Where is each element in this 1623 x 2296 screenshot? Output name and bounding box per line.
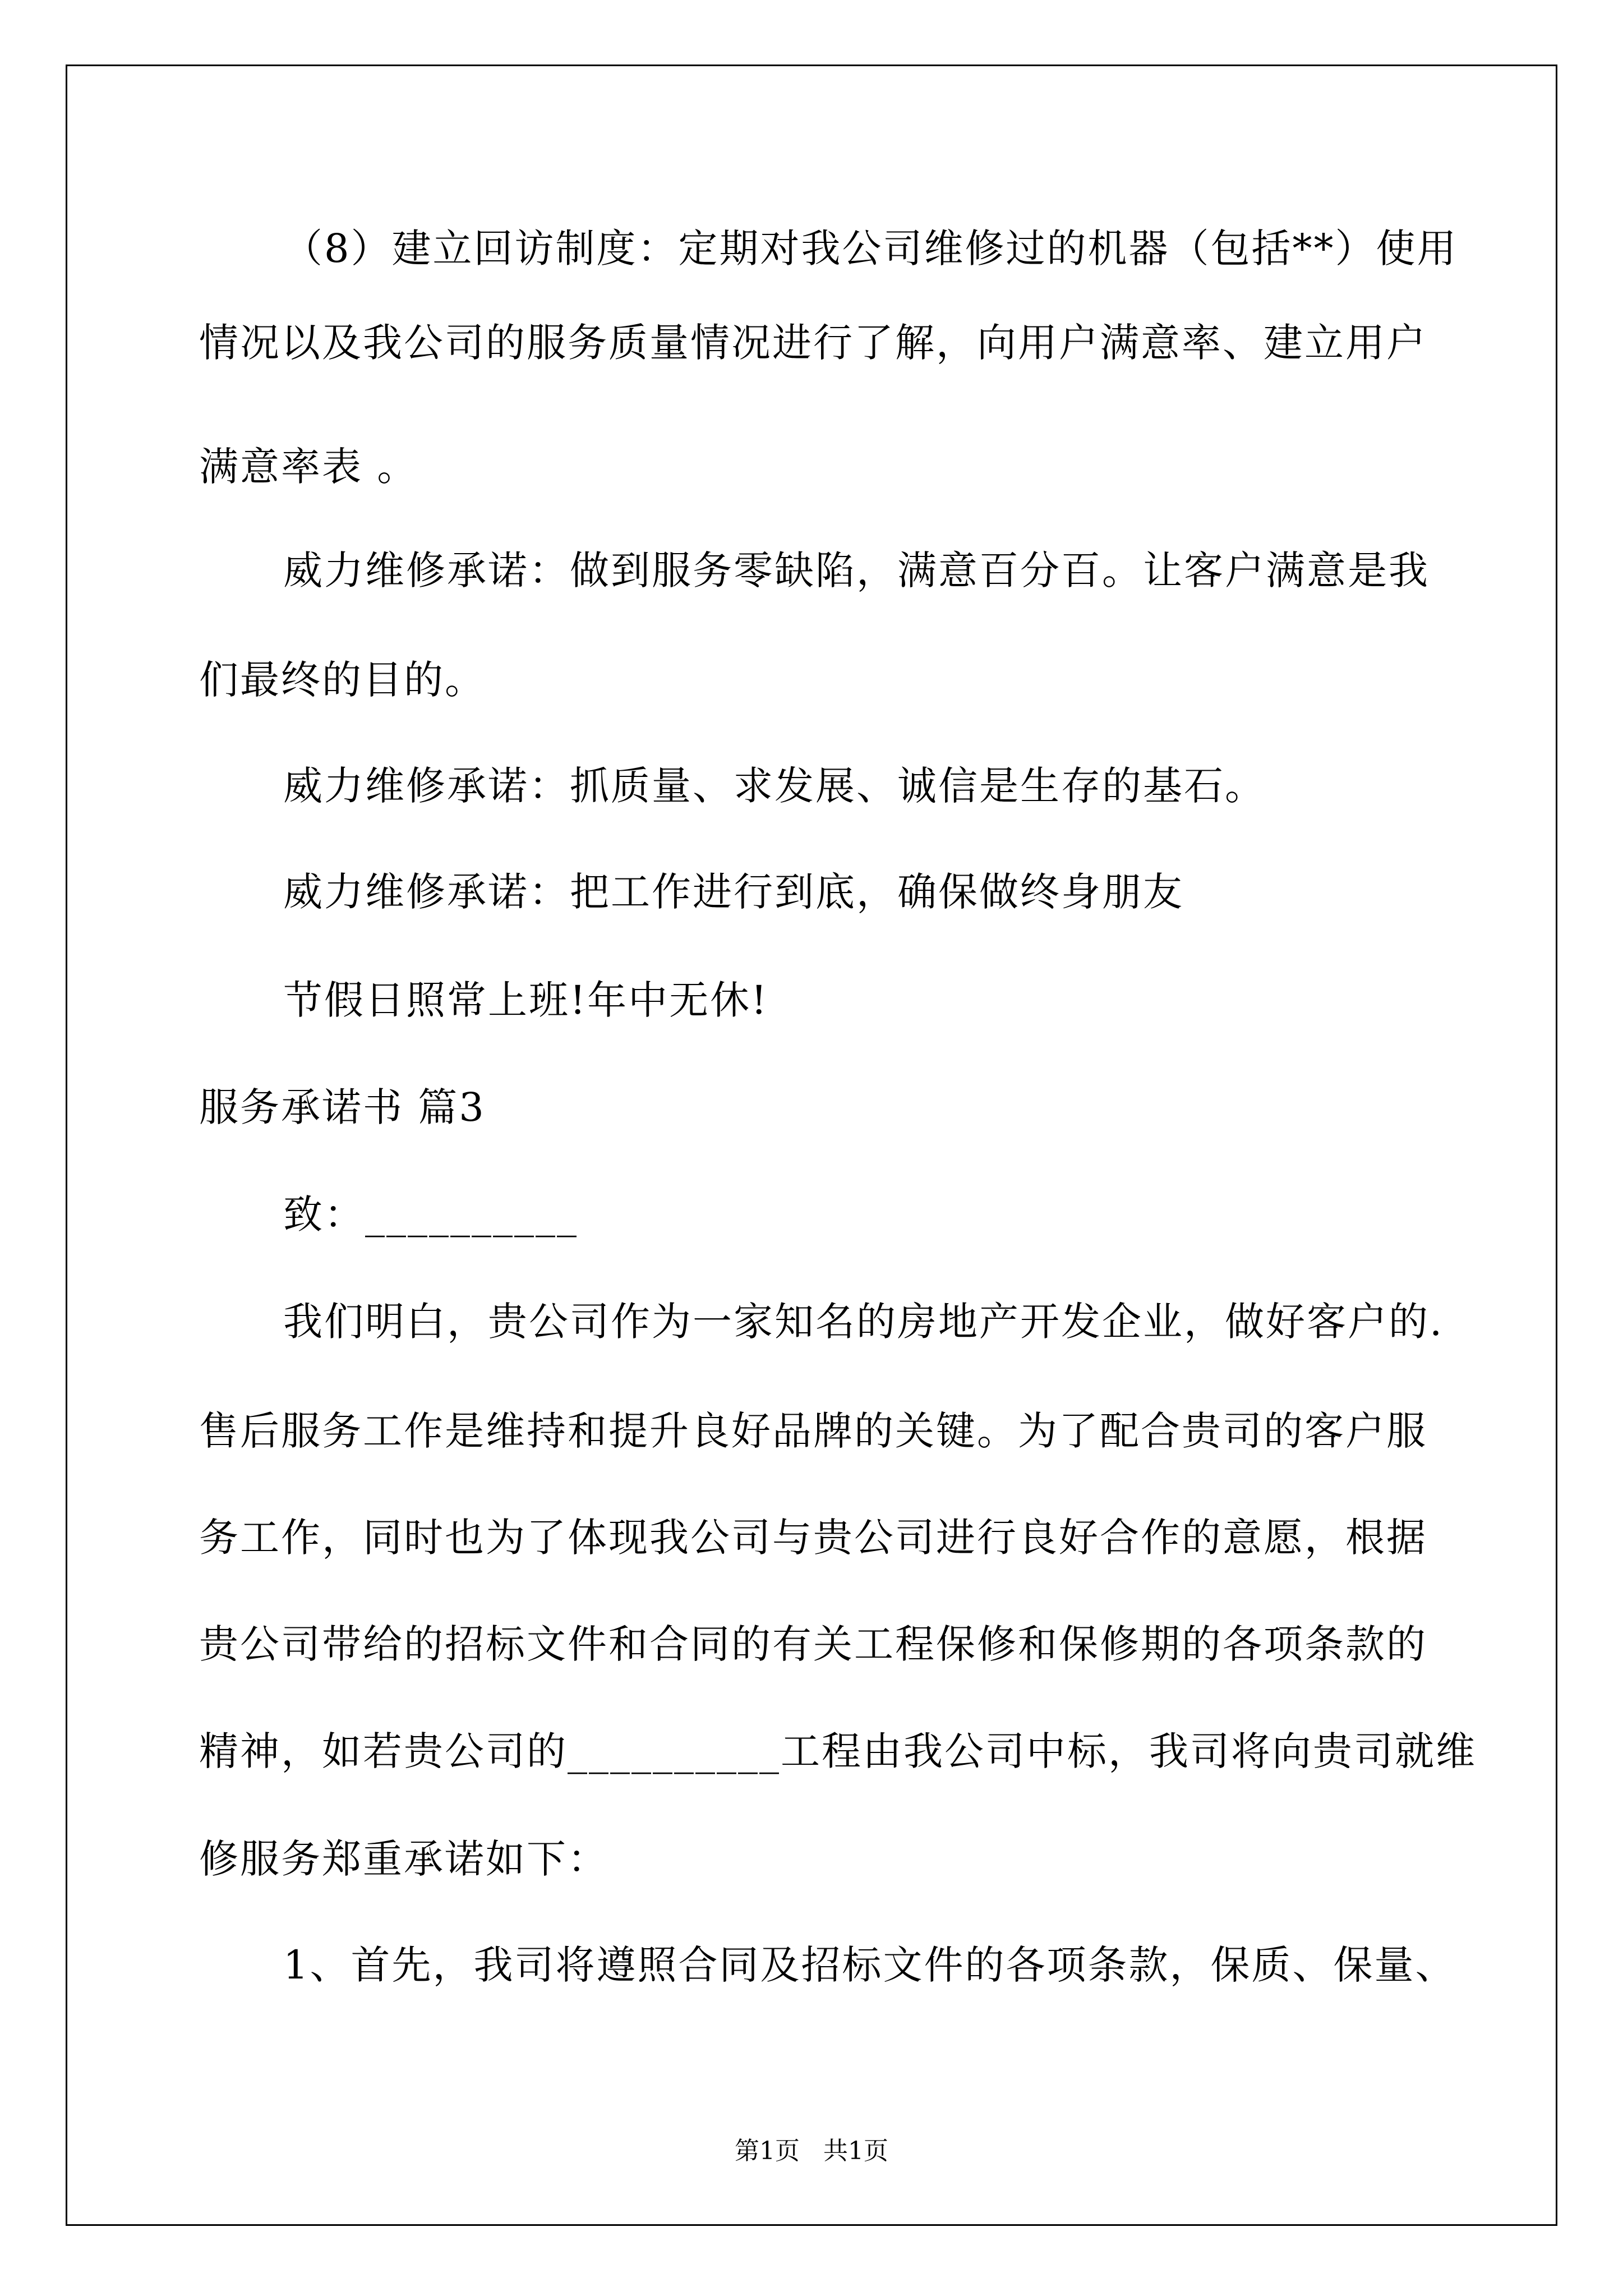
paragraph-line: 务工作，同时也为了体现我公司与贵公司进行良好合作的意愿，根据 <box>199 1515 1427 1561</box>
paragraph-line: （8）建立回访制度：定期对我公司维修过的机器（包括**）使用 <box>283 226 1458 272</box>
paragraph-line: 满意率表 。 <box>199 444 418 490</box>
paragraph-line: 威力维修承诺：把工作进行到底，确保做终身朋友 <box>283 869 1184 915</box>
paragraph-line: 威力维修承诺：抓质量、求发展、诚信是生存的基石。 <box>283 763 1266 809</box>
paragraph-line: 贵公司带给的招标文件和合同的有关工程保修和保修期的各项条款的 <box>199 1621 1427 1667</box>
paragraph-line: 威力维修承诺：做到服务零缺陷，满意百分百。让客户满意是我 <box>283 547 1430 593</box>
paragraph-line: 精神，如若贵公司的__________工程由我公司中标，我司将向贵司就维 <box>199 1728 1477 1774</box>
paragraph-line: 情况以及我公司的服务质量情况进行了解，向用户满意率、建立用户 <box>199 320 1427 366</box>
paragraph-line: 致：__________ <box>283 1191 578 1237</box>
page-border <box>66 65 1557 2226</box>
paragraph-line: 售后服务工作是维持和提升良好品牌的关键。为了配合贵司的客户服 <box>199 1408 1427 1454</box>
paragraph-line: 节假日照常上班!年中无休! <box>283 977 769 1023</box>
page-footer: 第1页 共1页 <box>735 2137 888 2165</box>
paragraph-line: 修服务郑重承诺如下： <box>199 1836 608 1882</box>
paragraph-line: 1、首先，我司将遵照合同及招标文件的各项条款，保质、保量、 <box>283 1942 1456 1988</box>
paragraph-line: 们最终的目的。 <box>199 657 486 703</box>
section-heading: 服务承诺书 篇3 <box>199 1084 486 1130</box>
paragraph-line: 我们明白，贵公司作为一家知名的房地产开发企业，做好客户的. <box>283 1299 1444 1345</box>
